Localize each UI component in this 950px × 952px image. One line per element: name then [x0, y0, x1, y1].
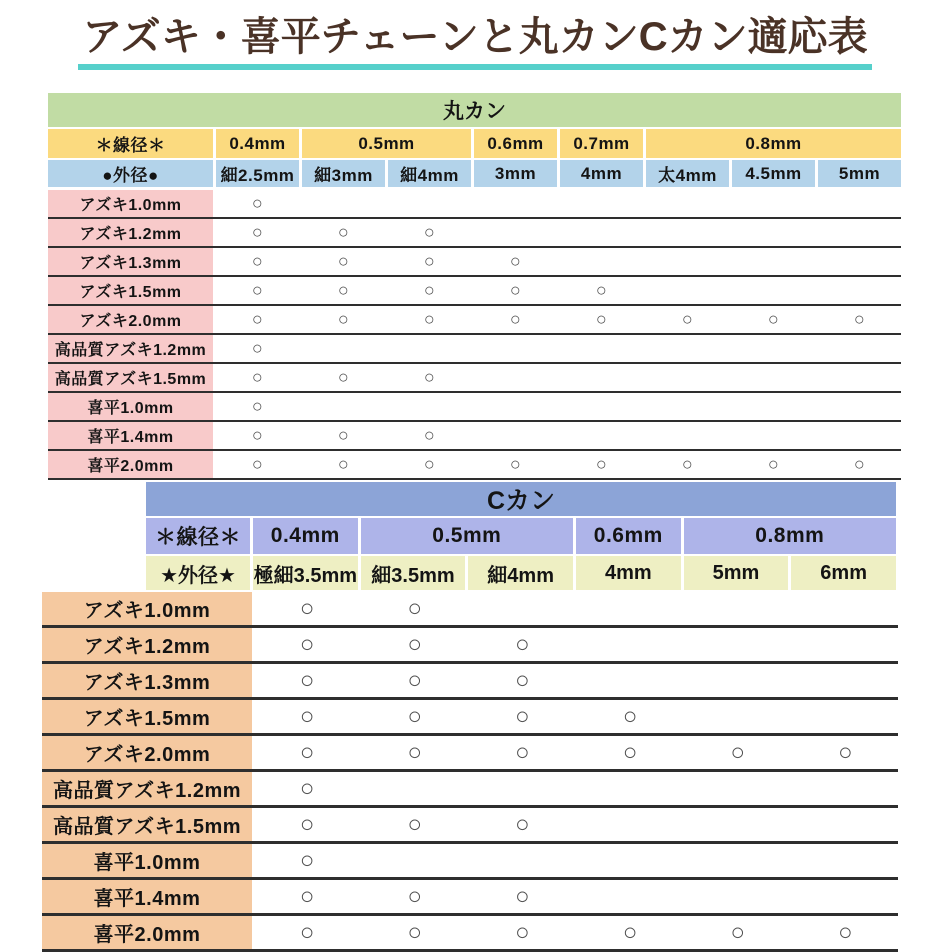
empty-cell [793, 628, 898, 661]
compatibility-mark: ○ [251, 251, 264, 271]
empty-cell [818, 248, 901, 275]
compatibility-mark: ○ [407, 702, 423, 730]
compatibility-mark: ○ [595, 280, 608, 300]
empty-cell [560, 219, 643, 246]
marukan-outer-diameter-row [48, 160, 901, 187]
page-title: アズキ・喜平チェーンと丸カンCカン適応表 [78, 14, 871, 70]
wire-diameter-value: 0.8mm [646, 129, 901, 158]
compatibility-mark: ○ [423, 367, 436, 387]
compatibility-mark: ○ [595, 309, 608, 329]
empty-cell [818, 277, 901, 304]
empty-cell [578, 808, 683, 841]
compatibility-mark: ○ [251, 280, 264, 300]
empty-cell [732, 422, 815, 449]
empty-cell [793, 772, 898, 805]
empty-cell [646, 364, 729, 391]
empty-cell [686, 628, 791, 661]
empty-cell [470, 592, 575, 625]
compatibility-mark: ○ [622, 918, 638, 946]
compatibility-mark: ○ [515, 738, 531, 766]
compatibility-mark: ○ [299, 774, 315, 802]
compatibility-mark: ○ [515, 918, 531, 946]
table-row [48, 422, 901, 451]
table-row [42, 916, 898, 952]
empty-cell [578, 844, 683, 877]
marukan-table [48, 93, 901, 480]
empty-cell [732, 277, 815, 304]
compatibility-mark: ○ [681, 454, 694, 474]
empty-cell [646, 422, 729, 449]
empty-cell [474, 364, 557, 391]
chain-row-label: 喜平1.0mm [48, 393, 213, 420]
chain-row-label: アズキ1.3mm [48, 248, 213, 275]
empty-cell [793, 808, 898, 841]
empty-cell [470, 772, 575, 805]
compatibility-mark: ○ [299, 882, 315, 910]
empty-cell [470, 844, 575, 877]
table-row [48, 248, 901, 277]
compatibility-mark: ○ [407, 810, 423, 838]
empty-cell [646, 190, 729, 217]
empty-cell [818, 335, 901, 362]
compatibility-mark: ○ [251, 454, 264, 474]
chain-row-label: アズキ1.3mm [42, 664, 252, 697]
ckan-wire-diameter-row [146, 518, 896, 554]
empty-cell [388, 335, 471, 362]
chain-row-label: 高品質アズキ1.5mm [48, 364, 213, 391]
compatibility-mark: ○ [251, 425, 264, 445]
empty-cell [578, 880, 683, 913]
compatibility-mark: ○ [299, 666, 315, 694]
outer-diameter-value: 細4mm [468, 556, 573, 590]
compatibility-mark: ○ [407, 918, 423, 946]
empty-cell [818, 393, 901, 420]
wire-diameter-header: ＊線径＊ [48, 129, 213, 158]
compatibility-mark: ○ [515, 630, 531, 658]
empty-cell [363, 772, 468, 805]
empty-cell [818, 422, 901, 449]
compatibility-mark: ○ [423, 309, 436, 329]
compatibility-mark: ○ [515, 882, 531, 910]
chain-row-label: 高品質アズキ1.5mm [42, 808, 252, 841]
outer-diameter-value: 5mm [684, 556, 789, 590]
compatibility-mark: ○ [251, 338, 264, 358]
empty-cell [686, 700, 791, 733]
chain-row-label: アズキ1.5mm [42, 700, 252, 733]
compatibility-mark: ○ [838, 918, 854, 946]
compatibility-mark: ○ [337, 367, 350, 387]
wire-diameter-header: ＊線径＊ [146, 518, 250, 554]
table-row [48, 277, 901, 306]
empty-cell [646, 248, 729, 275]
table-row [42, 700, 898, 736]
compatibility-mark: ○ [853, 309, 866, 329]
ckan-outer-diameter-row [146, 556, 896, 590]
outer-diameter-value: 極細3.5mm [253, 556, 358, 590]
chain-row-label: 高品質アズキ1.2mm [48, 335, 213, 362]
empty-cell [578, 772, 683, 805]
chain-row-label: アズキ1.2mm [42, 628, 252, 661]
compatibility-mark: ○ [622, 702, 638, 730]
table-row [48, 393, 901, 422]
empty-cell [474, 422, 557, 449]
compatibility-mark: ○ [730, 918, 746, 946]
empty-cell [646, 277, 729, 304]
compatibility-mark: ○ [767, 454, 780, 474]
empty-cell [793, 700, 898, 733]
compatibility-mark: ○ [337, 251, 350, 271]
empty-cell [474, 190, 557, 217]
empty-cell [560, 393, 643, 420]
outer-diameter-header: ★外径★ [146, 556, 250, 590]
outer-diameter-value: 6mm [791, 556, 896, 590]
outer-diameter-value: 4mm [576, 556, 681, 590]
empty-cell [560, 364, 643, 391]
outer-diameter-header: ●外径● [48, 160, 213, 187]
compatibility-mark: ○ [515, 810, 531, 838]
chain-row-label: アズキ1.5mm [48, 277, 213, 304]
empty-cell [686, 880, 791, 913]
compatibility-mark: ○ [337, 280, 350, 300]
empty-cell [732, 248, 815, 275]
marukan-table-title: 丸カン [48, 93, 901, 127]
empty-cell [793, 844, 898, 877]
wire-diameter-value: 0.4mm [216, 129, 299, 158]
title-row [0, 14, 950, 70]
chain-row-label: 喜平1.4mm [48, 422, 213, 449]
empty-cell [732, 364, 815, 391]
compatibility-mark: ○ [509, 280, 522, 300]
chain-row-label: アズキ2.0mm [48, 306, 213, 333]
compatibility-mark: ○ [299, 810, 315, 838]
empty-cell [578, 628, 683, 661]
ckan-table-body [42, 592, 898, 952]
empty-cell [686, 772, 791, 805]
compatibility-mark: ○ [509, 454, 522, 474]
compatibility-mark: ○ [509, 251, 522, 271]
wire-diameter-value: 0.6mm [576, 518, 681, 554]
outer-diameter-value: 細2.5mm [216, 160, 299, 187]
compatibility-mark: ○ [622, 738, 638, 766]
compatibility-mark: ○ [767, 309, 780, 329]
compatibility-mark: ○ [730, 738, 746, 766]
empty-cell [560, 190, 643, 217]
wire-diameter-value: 0.8mm [684, 518, 896, 554]
empty-cell [793, 592, 898, 625]
table-row [42, 844, 898, 880]
table-row [42, 808, 898, 844]
table-row [42, 736, 898, 772]
table-row [48, 306, 901, 335]
marukan-table-body [48, 190, 901, 480]
table-row [48, 364, 901, 393]
chain-row-label: 高品質アズキ1.2mm [42, 772, 252, 805]
chain-row-label: アズキ1.2mm [48, 219, 213, 246]
empty-cell [686, 664, 791, 697]
empty-cell [560, 248, 643, 275]
compatibility-mark: ○ [251, 309, 264, 329]
compatibility-mark: ○ [299, 630, 315, 658]
table-row [48, 335, 901, 364]
empty-cell [578, 664, 683, 697]
table-row [48, 190, 901, 219]
empty-cell [818, 219, 901, 246]
empty-cell [686, 592, 791, 625]
compatibility-mark: ○ [407, 594, 423, 622]
compatibility-mark: ○ [251, 193, 264, 213]
empty-cell [302, 335, 385, 362]
compatibility-mark: ○ [407, 666, 423, 694]
chain-row-label: アズキ2.0mm [42, 736, 252, 769]
ckan-table-title: Cカン [146, 482, 896, 516]
compatibility-mark: ○ [423, 454, 436, 474]
compatibility-mark: ○ [251, 367, 264, 387]
empty-cell [793, 880, 898, 913]
empty-cell [686, 844, 791, 877]
compatibility-mark: ○ [423, 251, 436, 271]
compatibility-mark: ○ [251, 222, 264, 242]
empty-cell [646, 393, 729, 420]
table-row [42, 628, 898, 664]
chain-row-label: アズキ1.0mm [48, 190, 213, 217]
empty-cell [732, 190, 815, 217]
table-row [42, 592, 898, 628]
outer-diameter-value: 4.5mm [732, 160, 815, 187]
wire-diameter-value: 0.7mm [560, 129, 643, 158]
compatibility-mark: ○ [299, 918, 315, 946]
empty-cell [302, 190, 385, 217]
table-row [42, 664, 898, 700]
chain-row-label: 喜平1.0mm [42, 844, 252, 877]
compatibility-mark: ○ [299, 594, 315, 622]
compatibility-mark: ○ [337, 309, 350, 329]
empty-cell [578, 592, 683, 625]
empty-cell [732, 219, 815, 246]
table-row [48, 451, 901, 480]
empty-cell [560, 422, 643, 449]
compatibility-mark: ○ [407, 882, 423, 910]
empty-cell [363, 844, 468, 877]
chain-row-label: アズキ1.0mm [42, 592, 252, 625]
compatibility-mark: ○ [515, 702, 531, 730]
wire-diameter-value: 0.5mm [361, 518, 573, 554]
empty-cell [474, 219, 557, 246]
empty-cell [388, 190, 471, 217]
wire-diameter-value: 0.6mm [474, 129, 557, 158]
empty-cell [732, 335, 815, 362]
compatibility-mark: ○ [423, 280, 436, 300]
compatibility-mark: ○ [299, 738, 315, 766]
empty-cell [388, 393, 471, 420]
ckan-table-header [146, 482, 896, 590]
outer-diameter-value: 3mm [474, 160, 557, 187]
compatibility-mark: ○ [595, 454, 608, 474]
compatibility-mark: ○ [251, 396, 264, 416]
outer-diameter-value: 細4mm [388, 160, 471, 187]
compatibility-mark: ○ [853, 454, 866, 474]
compatibility-mark: ○ [423, 222, 436, 242]
compatibility-mark: ○ [407, 630, 423, 658]
outer-diameter-value: 5mm [818, 160, 901, 187]
compatibility-mark: ○ [299, 702, 315, 730]
marukan-wire-diameter-row [48, 129, 901, 158]
empty-cell [474, 335, 557, 362]
compatibility-mark: ○ [337, 425, 350, 445]
compatibility-mark: ○ [407, 738, 423, 766]
outer-diameter-value: 細3.5mm [361, 556, 466, 590]
table-row [42, 880, 898, 916]
compatibility-mark: ○ [337, 454, 350, 474]
empty-cell [302, 393, 385, 420]
compatibility-mark: ○ [515, 666, 531, 694]
wire-diameter-value: 0.4mm [253, 518, 358, 554]
empty-cell [646, 219, 729, 246]
table-row [48, 219, 901, 248]
empty-cell [818, 364, 901, 391]
compatibility-mark: ○ [838, 738, 854, 766]
compatibility-mark: ○ [681, 309, 694, 329]
empty-cell [793, 664, 898, 697]
empty-cell [818, 190, 901, 217]
compatibility-mark: ○ [337, 222, 350, 242]
empty-cell [474, 393, 557, 420]
chain-row-label: 喜平1.4mm [42, 880, 252, 913]
empty-cell [646, 335, 729, 362]
outer-diameter-value: 太4mm [646, 160, 729, 187]
wire-diameter-value: 0.5mm [302, 129, 471, 158]
outer-diameter-value: 細3mm [302, 160, 385, 187]
chain-row-label: 喜平2.0mm [42, 916, 252, 949]
chain-row-label: 喜平2.0mm [48, 451, 213, 478]
empty-cell [686, 808, 791, 841]
compatibility-mark: ○ [299, 846, 315, 874]
compatibility-mark: ○ [423, 425, 436, 445]
empty-cell [560, 335, 643, 362]
empty-cell [732, 393, 815, 420]
compatibility-mark: ○ [509, 309, 522, 329]
table-row [42, 772, 898, 808]
outer-diameter-value: 4mm [560, 160, 643, 187]
